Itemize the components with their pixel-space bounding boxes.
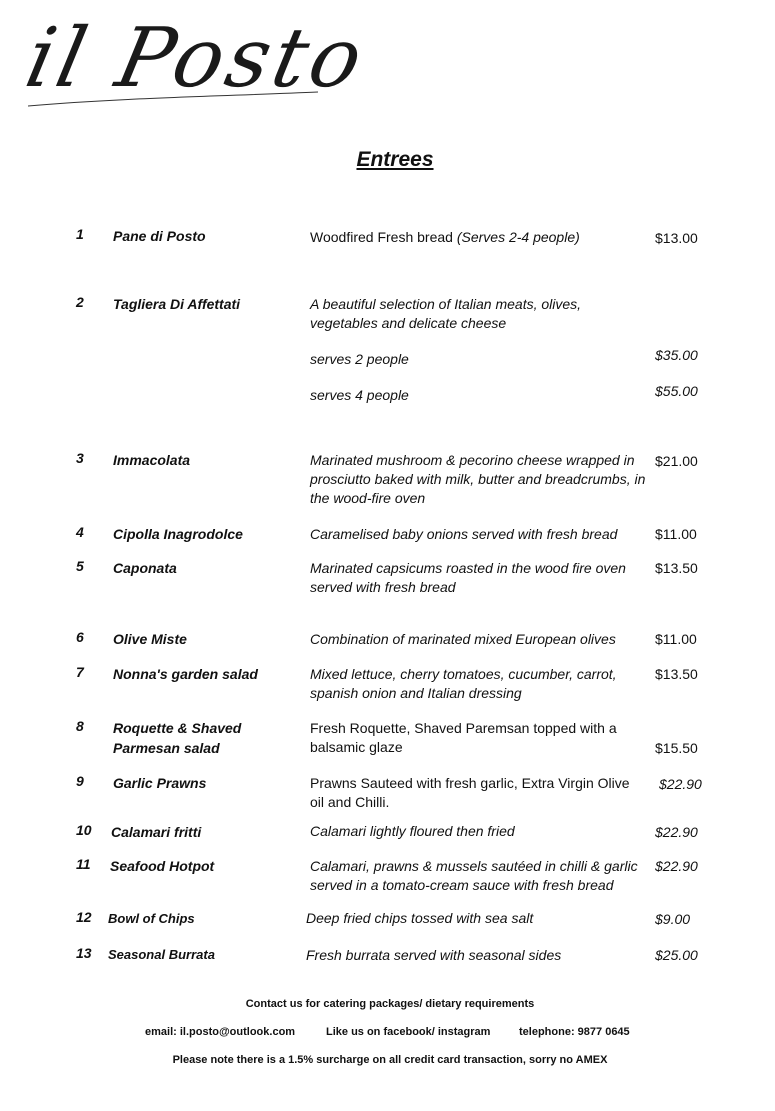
item-name: Garlic Prawns [113, 775, 207, 791]
item-description: Calamari lightly floured then fried [310, 823, 515, 839]
item-number: 6 [76, 629, 84, 645]
contact-telephone: telephone: 9877 0645 [519, 1026, 630, 1038]
item-name: Cipolla Inagrodolce [113, 526, 243, 542]
contact-email: email: il.posto@outlook.com [145, 1026, 296, 1038]
item-number: 11 [76, 856, 91, 872]
item-price: $22.90 [659, 776, 702, 792]
item-number: 5 [76, 558, 84, 574]
item-number: 10 [76, 822, 92, 838]
item-name: Roquette & Shaved Parmesan salad [113, 720, 242, 756]
item-name: Seasonal Burrata [108, 947, 215, 962]
item-name: Immacolata [113, 452, 191, 468]
item-description: Woodfired Fresh bread (Serves 2-4 people) [310, 229, 580, 245]
item-price: $22.90 [655, 858, 698, 874]
item-description: Calamari, prawns & mussels sautéed in chilli & garlic served in a tomato-cream sauce with fresh bread [310, 858, 638, 893]
item-number: 3 [76, 450, 84, 466]
option-price: $35.00 [655, 347, 698, 363]
item-price: $9.00 [655, 911, 691, 927]
item-price: $13.50 [655, 666, 698, 682]
item-price: $11.00 [655, 526, 697, 542]
surcharge-note: Please note there is a 1.5% surcharge on all credit card transaction, sorry no AMEX [172, 1054, 608, 1066]
item-name: Caponata [113, 560, 177, 576]
item-price: $21.00 [655, 453, 698, 469]
item-name: Nonna's garden salad [113, 666, 258, 682]
item-description: Combination of marinated mixed European olives [310, 631, 616, 647]
item-number: 13 [76, 945, 92, 961]
item-number: 8 [76, 718, 84, 734]
option-label: serves 4 people [310, 387, 409, 403]
item-price: $22.90 [655, 824, 698, 840]
item-number: 4 [76, 524, 84, 540]
item-number: 7 [76, 664, 84, 680]
item-price: $15.50 [655, 740, 698, 756]
item-name: Seafood Hotpot [110, 858, 215, 874]
social-media-note: Like us on facebook/ instagram [326, 1026, 491, 1038]
item-description: Marinated capsicums roasted in the wood fire oven served with fresh bread [310, 560, 626, 595]
item-description: Marinated mushroom & pecorino cheese wrapped in prosciutto baked with milk, butter and breadcrumbs, in the wood-fire oven [310, 452, 646, 506]
item-price: $25.00 [655, 947, 698, 963]
item-name: Tagliera Di Affettati [113, 296, 241, 312]
option-label: serves 2 people [310, 351, 409, 367]
item-description: Fresh burrata served with seasonal sides [306, 947, 562, 963]
item-number: 1 [76, 226, 84, 242]
item-name: Olive Miste [113, 631, 187, 647]
item-price: $13.00 [655, 230, 698, 246]
item-name: Bowl of Chips [108, 911, 195, 926]
item-name: Pane di Posto [113, 228, 206, 244]
page-title: Entrees [356, 148, 434, 171]
item-serving-note: (Serves 2-4 people) [456, 229, 580, 245]
option-price: $55.00 [655, 383, 698, 399]
catering-note: Contact us for catering packages/ dietary requirements [245, 998, 535, 1010]
item-price: $13.50 [655, 560, 698, 576]
item-description: Caramelised baby onions served with fresh bread [310, 526, 618, 542]
item-number: 2 [76, 294, 84, 310]
item-description: Prawns Sauteed with fresh garlic, Extra Virgin Olive oil and Chilli. [310, 775, 630, 810]
item-description: Deep fried chips tossed with sea salt [306, 910, 534, 926]
item-name: Calamari fritti [111, 824, 202, 840]
item-number: 9 [76, 773, 84, 789]
restaurant-logo: il Posto [18, 11, 375, 106]
item-description: Mixed lettuce, cherry tomatoes, cucumber, carrot, spanish onion and Italian dressing [310, 666, 617, 701]
item-description: Fresh Roquette, Shaved Paremsan topped with a balsamic glaze [310, 720, 617, 755]
item-price: $11.00 [655, 631, 697, 647]
item-description: A beautiful selection of Italian meats, olives, vegetables and delicate cheese [310, 296, 582, 331]
logo-flourish [28, 86, 328, 116]
item-number: 12 [76, 909, 92, 925]
